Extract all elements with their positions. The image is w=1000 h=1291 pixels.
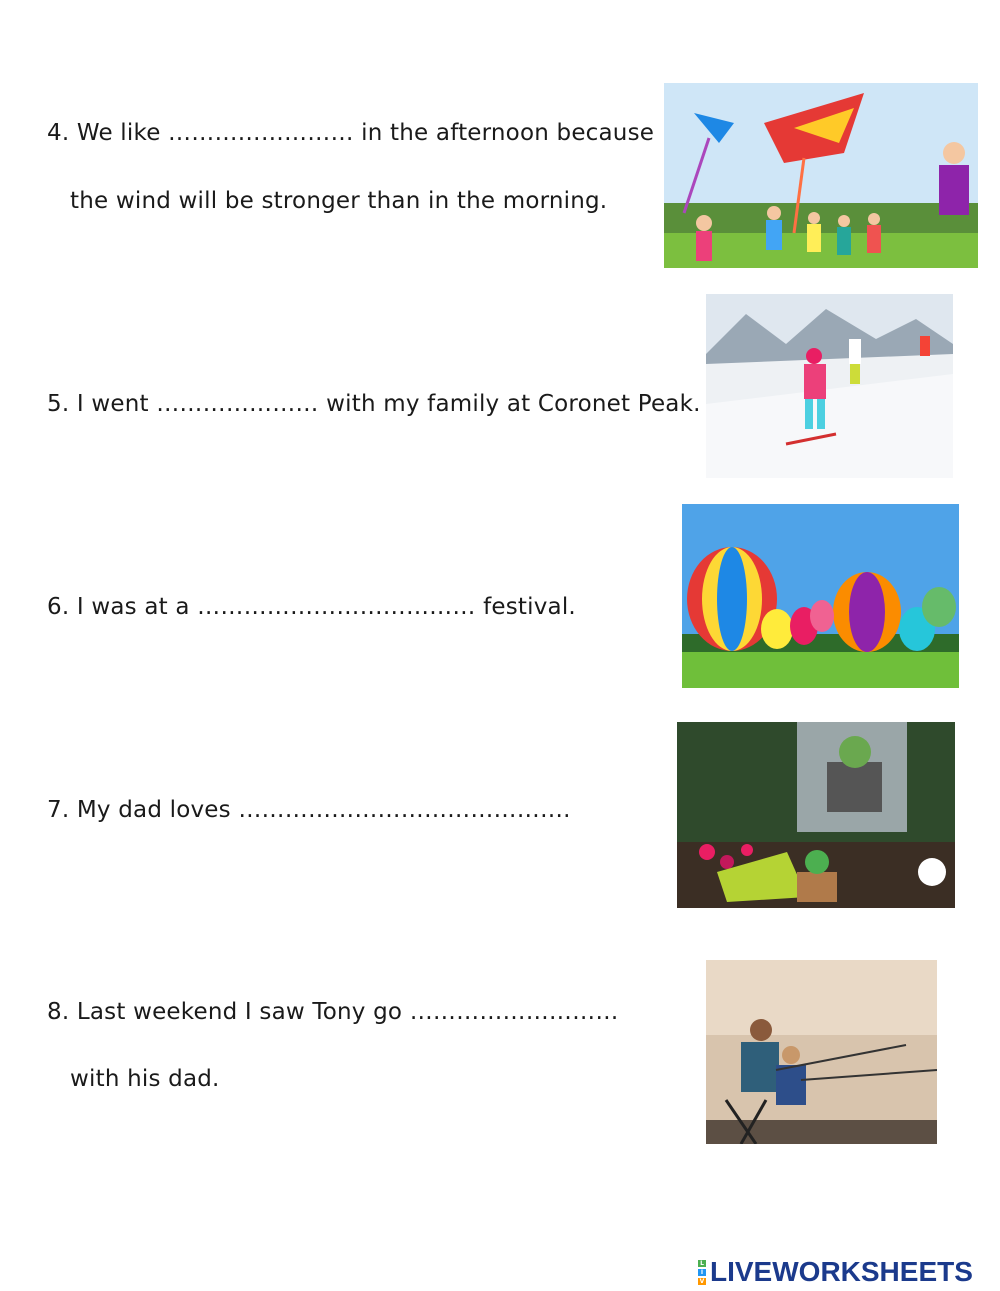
fishing-photo [706, 960, 937, 1144]
logo-letter-i: I [698, 1269, 706, 1276]
question-7-line-1: 7. My dad loves ……………………………………. [47, 797, 571, 823]
question-6-line-1: 6. I was at a ……………………………… festival. [47, 594, 576, 620]
logo-letter-v: V [699, 1277, 705, 1285]
liveworksheets-logo [698, 1256, 973, 1288]
hot-air-balloons-photo [682, 504, 959, 688]
question-4-line-1: 4. We like …………………… in the afternoon because [47, 120, 655, 146]
gardening-photo [677, 722, 955, 908]
question-4-line-2: the wind will be stronger than in the morning. [70, 188, 608, 214]
question-8-line-1: 8. Last weekend I saw Tony go ……………………… [47, 999, 619, 1025]
question-8-line-2: with his dad. [70, 1066, 220, 1092]
liveworksheets-icon [698, 1259, 706, 1286]
liveworksheets-wordmark: LIVEWORKSHEETS [710, 1256, 973, 1287]
kites-flying-photo [664, 83, 978, 268]
skiing-photo [706, 294, 953, 478]
logo-letter-l: L [698, 1260, 706, 1267]
question-5-line-1: 5. I went ………………… with my family at Coronet Peak. [47, 391, 701, 417]
